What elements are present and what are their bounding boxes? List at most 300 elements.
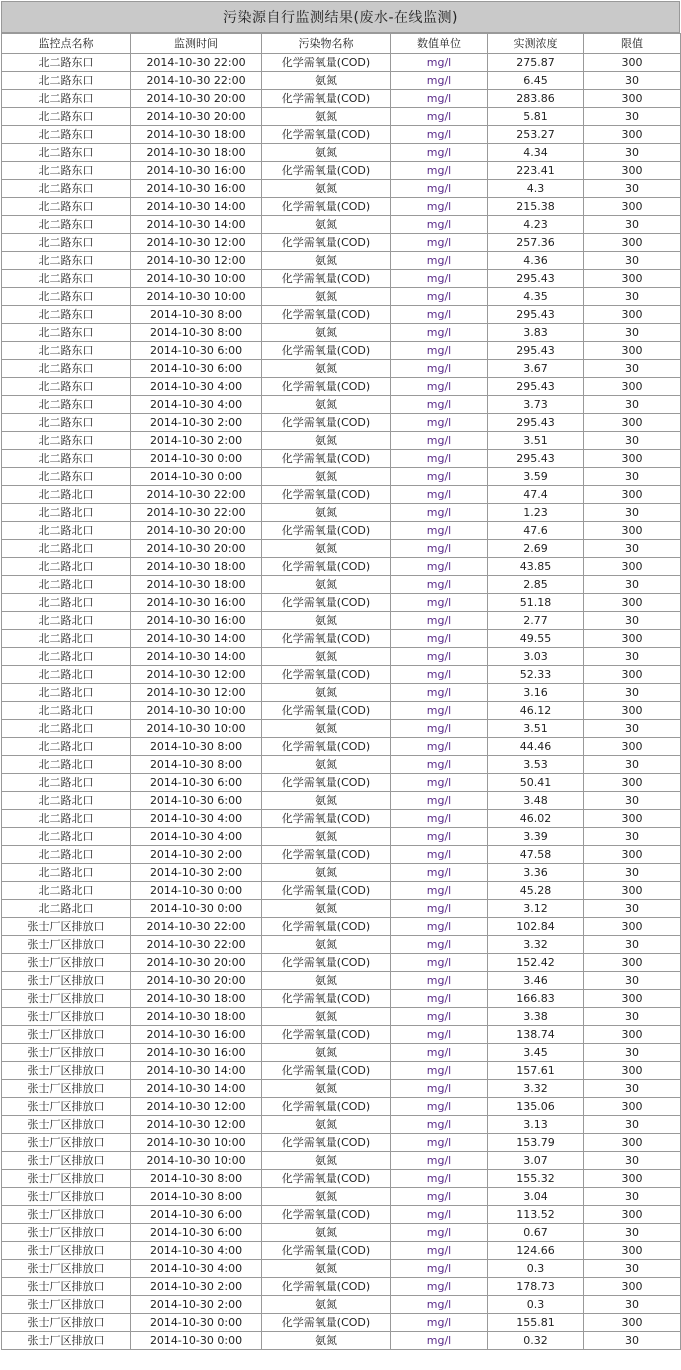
cell-concentration: 152.42: [488, 954, 584, 972]
cell-concentration: 295.43: [488, 270, 584, 288]
table-row: [2, 1170, 681, 1188]
cell-time: 2014-10-30 6:00: [131, 792, 262, 810]
cell-concentration: 283.86: [488, 90, 584, 108]
cell-time: 2014-10-30 12:00: [131, 234, 262, 252]
cell-site: 北二路东口: [2, 126, 131, 144]
cell-site: 北二路北口: [2, 900, 131, 918]
cell-site: 张士厂区排放口: [2, 1296, 131, 1314]
cell-unit: mg/l: [391, 360, 488, 378]
table-row: [2, 540, 681, 558]
cell-pollutant: 化学需氧量(COD): [262, 414, 391, 432]
cell-time: 2014-10-30 8:00: [131, 306, 262, 324]
cell-concentration: 295.43: [488, 414, 584, 432]
cell-pollutant: 氨氮: [262, 252, 391, 270]
cell-limit: 30: [584, 828, 681, 846]
cell-site: 北二路东口: [2, 108, 131, 126]
cell-concentration: 4.34: [488, 144, 584, 162]
cell-pollutant: 氨氮: [262, 432, 391, 450]
table-row: [2, 450, 681, 468]
cell-concentration: 3.16: [488, 684, 584, 702]
cell-pollutant: 化学需氧量(COD): [262, 846, 391, 864]
cell-unit: mg/l: [391, 72, 488, 90]
table-row: [2, 810, 681, 828]
cell-concentration: 51.18: [488, 594, 584, 612]
cell-limit: 30: [584, 1296, 681, 1314]
cell-site: 张士厂区排放口: [2, 1080, 131, 1098]
table-row: [2, 1242, 681, 1260]
cell-pollutant: 化学需氧量(COD): [262, 630, 391, 648]
cell-time: 2014-10-30 20:00: [131, 540, 262, 558]
cell-unit: mg/l: [391, 162, 488, 180]
table-row: [2, 1296, 681, 1314]
table-row: [2, 792, 681, 810]
table-row: [2, 720, 681, 738]
cell-limit: 30: [584, 504, 681, 522]
cell-site: 北二路北口: [2, 828, 131, 846]
table-row: [2, 378, 681, 396]
cell-pollutant: 氨氮: [262, 1152, 391, 1170]
cell-limit: 300: [584, 522, 681, 540]
cell-limit: 300: [584, 1206, 681, 1224]
cell-limit: 300: [584, 990, 681, 1008]
cell-time: 2014-10-30 0:00: [131, 1314, 262, 1332]
cell-site: 北二路东口: [2, 252, 131, 270]
cell-limit: 300: [584, 90, 681, 108]
cell-concentration: 166.83: [488, 990, 584, 1008]
cell-time: 2014-10-30 18:00: [131, 126, 262, 144]
cell-pollutant: 氨氮: [262, 360, 391, 378]
cell-pollutant: 化学需氧量(COD): [262, 162, 391, 180]
cell-unit: mg/l: [391, 468, 488, 486]
cell-concentration: 155.32: [488, 1170, 584, 1188]
cell-limit: 30: [584, 1116, 681, 1134]
cell-time: 2014-10-30 22:00: [131, 486, 262, 504]
cell-site: 北二路东口: [2, 396, 131, 414]
cell-concentration: 4.35: [488, 288, 584, 306]
cell-limit: 30: [584, 612, 681, 630]
cell-time: 2014-10-30 20:00: [131, 954, 262, 972]
cell-concentration: 3.32: [488, 936, 584, 954]
cell-pollutant: 氨氮: [262, 612, 391, 630]
cell-time: 2014-10-30 20:00: [131, 108, 262, 126]
cell-unit: mg/l: [391, 972, 488, 990]
table-row: [2, 1080, 681, 1098]
cell-pollutant: 化学需氧量(COD): [262, 918, 391, 936]
cell-site: 北二路东口: [2, 270, 131, 288]
cell-limit: 300: [584, 414, 681, 432]
cell-site: 北二路北口: [2, 792, 131, 810]
cell-limit: 300: [584, 738, 681, 756]
cell-limit: 30: [584, 72, 681, 90]
cell-concentration: 3.73: [488, 396, 584, 414]
cell-site: 张士厂区排放口: [2, 954, 131, 972]
table-row: [2, 846, 681, 864]
cell-limit: 30: [584, 396, 681, 414]
cell-pollutant: 氨氮: [262, 720, 391, 738]
cell-site: 北二路北口: [2, 522, 131, 540]
cell-site: 北二路东口: [2, 198, 131, 216]
cell-pollutant: 化学需氧量(COD): [262, 702, 391, 720]
cell-concentration: 257.36: [488, 234, 584, 252]
cell-time: 2014-10-30 14:00: [131, 630, 262, 648]
cell-pollutant: 化学需氧量(COD): [262, 1242, 391, 1260]
cell-unit: mg/l: [391, 1278, 488, 1296]
table-row: [2, 756, 681, 774]
table-row: [2, 1206, 681, 1224]
cell-limit: 300: [584, 234, 681, 252]
cell-concentration: 295.43: [488, 450, 584, 468]
cell-pollutant: 化学需氧量(COD): [262, 54, 391, 72]
cell-concentration: 253.27: [488, 126, 584, 144]
cell-time: 2014-10-30 12:00: [131, 684, 262, 702]
cell-limit: 300: [584, 54, 681, 72]
cell-limit: 30: [584, 972, 681, 990]
cell-site: 北二路北口: [2, 504, 131, 522]
table-row: [2, 1314, 681, 1332]
cell-time: 2014-10-30 10:00: [131, 702, 262, 720]
cell-concentration: 178.73: [488, 1278, 584, 1296]
cell-unit: mg/l: [391, 378, 488, 396]
cell-limit: 30: [584, 324, 681, 342]
table-row: [2, 108, 681, 126]
table-row: [2, 1116, 681, 1134]
cell-pollutant: 氨氮: [262, 540, 391, 558]
table-row: [2, 126, 681, 144]
cell-pollutant: 化学需氧量(COD): [262, 342, 391, 360]
cell-time: 2014-10-30 12:00: [131, 666, 262, 684]
cell-pollutant: 化学需氧量(COD): [262, 882, 391, 900]
cell-pollutant: 化学需氧量(COD): [262, 774, 391, 792]
cell-site: 北二路东口: [2, 72, 131, 90]
cell-limit: 300: [584, 450, 681, 468]
cell-time: 2014-10-30 14:00: [131, 198, 262, 216]
table-row: [2, 1134, 681, 1152]
cell-time: 2014-10-30 2:00: [131, 864, 262, 882]
cell-time: 2014-10-30 10:00: [131, 1152, 262, 1170]
cell-limit: 300: [584, 774, 681, 792]
cell-pollutant: 氨氮: [262, 1332, 391, 1350]
table-row: [2, 666, 681, 684]
cell-unit: mg/l: [391, 684, 488, 702]
cell-unit: mg/l: [391, 792, 488, 810]
cell-site: 北二路东口: [2, 216, 131, 234]
cell-time: 2014-10-30 4:00: [131, 810, 262, 828]
cell-limit: 300: [584, 1098, 681, 1116]
cell-concentration: 3.46: [488, 972, 584, 990]
cell-concentration: 3.51: [488, 720, 584, 738]
cell-concentration: 3.36: [488, 864, 584, 882]
cell-unit: mg/l: [391, 1170, 488, 1188]
cell-limit: 300: [584, 882, 681, 900]
cell-concentration: 46.12: [488, 702, 584, 720]
table-row: [2, 864, 681, 882]
table-row: [2, 180, 681, 198]
table-row: [2, 594, 681, 612]
cell-concentration: 3.39: [488, 828, 584, 846]
col-header-time: 监测时间: [131, 34, 262, 54]
cell-pollutant: 化学需氧量(COD): [262, 1206, 391, 1224]
cell-site: 北二路北口: [2, 630, 131, 648]
cell-pollutant: 化学需氧量(COD): [262, 1314, 391, 1332]
cell-concentration: 3.45: [488, 1044, 584, 1062]
cell-unit: mg/l: [391, 558, 488, 576]
table-row: [2, 54, 681, 72]
cell-unit: mg/l: [391, 126, 488, 144]
cell-unit: mg/l: [391, 1080, 488, 1098]
cell-pollutant: 氨氮: [262, 576, 391, 594]
cell-time: 2014-10-30 6:00: [131, 1206, 262, 1224]
cell-time: 2014-10-30 14:00: [131, 1080, 262, 1098]
cell-time: 2014-10-30 16:00: [131, 162, 262, 180]
table-row: [2, 774, 681, 792]
cell-site: 张士厂区排放口: [2, 972, 131, 990]
cell-site: 北二路北口: [2, 684, 131, 702]
cell-concentration: 157.61: [488, 1062, 584, 1080]
cell-unit: mg/l: [391, 990, 488, 1008]
cell-time: 2014-10-30 4:00: [131, 1242, 262, 1260]
cell-limit: 300: [584, 342, 681, 360]
cell-unit: mg/l: [391, 54, 488, 72]
cell-limit: 300: [584, 270, 681, 288]
cell-site: 北二路东口: [2, 360, 131, 378]
cell-limit: 300: [584, 486, 681, 504]
cell-time: 2014-10-30 22:00: [131, 936, 262, 954]
cell-site: 北二路北口: [2, 486, 131, 504]
cell-unit: mg/l: [391, 306, 488, 324]
cell-unit: mg/l: [391, 756, 488, 774]
cell-pollutant: 化学需氧量(COD): [262, 450, 391, 468]
cell-unit: mg/l: [391, 882, 488, 900]
cell-limit: 300: [584, 954, 681, 972]
cell-time: 2014-10-30 6:00: [131, 342, 262, 360]
cell-time: 2014-10-30 10:00: [131, 720, 262, 738]
cell-site: 北二路东口: [2, 144, 131, 162]
cell-pollutant: 化学需氧量(COD): [262, 954, 391, 972]
monitoring-table: [1, 33, 681, 1350]
cell-concentration: 3.32: [488, 1080, 584, 1098]
cell-limit: 30: [584, 252, 681, 270]
cell-pollutant: 化学需氧量(COD): [262, 810, 391, 828]
cell-limit: 300: [584, 1062, 681, 1080]
cell-limit: 30: [584, 144, 681, 162]
cell-concentration: 0.67: [488, 1224, 584, 1242]
cell-site: 北二路东口: [2, 90, 131, 108]
cell-pollutant: 氨氮: [262, 504, 391, 522]
cell-pollutant: 氨氮: [262, 144, 391, 162]
table-body: [2, 54, 681, 1350]
cell-concentration: 2.69: [488, 540, 584, 558]
cell-time: 2014-10-30 18:00: [131, 144, 262, 162]
table-row: [2, 468, 681, 486]
cell-limit: 30: [584, 792, 681, 810]
table-row: [2, 198, 681, 216]
table-row: [2, 234, 681, 252]
cell-pollutant: 化学需氧量(COD): [262, 1278, 391, 1296]
table-row: [2, 324, 681, 342]
cell-unit: mg/l: [391, 828, 488, 846]
cell-concentration: 44.46: [488, 738, 584, 756]
cell-unit: mg/l: [391, 1044, 488, 1062]
cell-limit: 300: [584, 1314, 681, 1332]
cell-pollutant: 氨氮: [262, 1080, 391, 1098]
table-row: [2, 432, 681, 450]
cell-unit: mg/l: [391, 180, 488, 198]
cell-site: 张士厂区排放口: [2, 1170, 131, 1188]
cell-limit: 300: [584, 1242, 681, 1260]
cell-time: 2014-10-30 10:00: [131, 270, 262, 288]
cell-site: 张士厂区排放口: [2, 1152, 131, 1170]
col-header-concentration: 实测浓度: [488, 34, 584, 54]
cell-site: 张士厂区排放口: [2, 1008, 131, 1026]
cell-time: 2014-10-30 18:00: [131, 576, 262, 594]
cell-unit: mg/l: [391, 702, 488, 720]
cell-site: 北二路东口: [2, 378, 131, 396]
cell-pollutant: 化学需氧量(COD): [262, 234, 391, 252]
cell-pollutant: 化学需氧量(COD): [262, 1062, 391, 1080]
cell-concentration: 3.67: [488, 360, 584, 378]
cell-limit: 300: [584, 1170, 681, 1188]
cell-time: 2014-10-30 0:00: [131, 1332, 262, 1350]
cell-unit: mg/l: [391, 540, 488, 558]
cell-pollutant: 氨氮: [262, 288, 391, 306]
table-row: [2, 738, 681, 756]
table-row: [2, 972, 681, 990]
cell-limit: 30: [584, 576, 681, 594]
cell-pollutant: 氨氮: [262, 324, 391, 342]
cell-concentration: 102.84: [488, 918, 584, 936]
cell-concentration: 3.03: [488, 648, 584, 666]
cell-concentration: 215.38: [488, 198, 584, 216]
cell-pollutant: 氨氮: [262, 468, 391, 486]
cell-pollutant: 氨氮: [262, 108, 391, 126]
cell-pollutant: 化学需氧量(COD): [262, 1026, 391, 1044]
cell-concentration: 295.43: [488, 342, 584, 360]
cell-unit: mg/l: [391, 288, 488, 306]
table-row: [2, 684, 681, 702]
col-header-limit: 限值: [584, 34, 681, 54]
cell-unit: mg/l: [391, 1188, 488, 1206]
cell-concentration: 223.41: [488, 162, 584, 180]
cell-site: 北二路东口: [2, 306, 131, 324]
cell-concentration: 135.06: [488, 1098, 584, 1116]
cell-site: 北二路北口: [2, 810, 131, 828]
table-row: [2, 1260, 681, 1278]
table-row: [2, 828, 681, 846]
cell-unit: mg/l: [391, 810, 488, 828]
cell-limit: 30: [584, 216, 681, 234]
cell-time: 2014-10-30 0:00: [131, 450, 262, 468]
cell-unit: mg/l: [391, 954, 488, 972]
cell-unit: mg/l: [391, 216, 488, 234]
cell-limit: 300: [584, 198, 681, 216]
cell-limit: 300: [584, 558, 681, 576]
cell-concentration: 3.48: [488, 792, 584, 810]
cell-concentration: 3.59: [488, 468, 584, 486]
cell-unit: mg/l: [391, 1008, 488, 1026]
cell-unit: mg/l: [391, 630, 488, 648]
cell-time: 2014-10-30 4:00: [131, 396, 262, 414]
cell-pollutant: 化学需氧量(COD): [262, 90, 391, 108]
table-row: [2, 918, 681, 936]
cell-site: 北二路北口: [2, 864, 131, 882]
cell-time: 2014-10-30 8:00: [131, 756, 262, 774]
table-row: [2, 1008, 681, 1026]
cell-unit: mg/l: [391, 342, 488, 360]
cell-time: 2014-10-30 8:00: [131, 1188, 262, 1206]
cell-concentration: 295.43: [488, 306, 584, 324]
table-row: [2, 162, 681, 180]
cell-pollutant: 氨氮: [262, 1008, 391, 1026]
cell-pollutant: 化学需氧量(COD): [262, 378, 391, 396]
cell-concentration: 3.51: [488, 432, 584, 450]
cell-concentration: 3.13: [488, 1116, 584, 1134]
col-header-unit: 数值单位: [391, 34, 488, 54]
cell-time: 2014-10-30 6:00: [131, 1224, 262, 1242]
cell-unit: mg/l: [391, 234, 488, 252]
cell-time: 2014-10-30 8:00: [131, 738, 262, 756]
cell-site: 北二路北口: [2, 540, 131, 558]
cell-concentration: 4.36: [488, 252, 584, 270]
cell-time: 2014-10-30 18:00: [131, 990, 262, 1008]
cell-site: 北二路北口: [2, 846, 131, 864]
cell-unit: mg/l: [391, 774, 488, 792]
cell-site: 北二路北口: [2, 558, 131, 576]
cell-limit: 30: [584, 108, 681, 126]
cell-limit: 30: [584, 684, 681, 702]
cell-site: 张士厂区排放口: [2, 1026, 131, 1044]
table-row: [2, 504, 681, 522]
table-header: [2, 34, 681, 54]
cell-concentration: 49.55: [488, 630, 584, 648]
cell-site: 北二路北口: [2, 648, 131, 666]
cell-limit: 30: [584, 756, 681, 774]
cell-pollutant: 氨氮: [262, 1224, 391, 1242]
cell-time: 2014-10-30 16:00: [131, 594, 262, 612]
cell-pollutant: 氨氮: [262, 1296, 391, 1314]
cell-site: 北二路北口: [2, 756, 131, 774]
table-row: [2, 414, 681, 432]
cell-time: 2014-10-30 20:00: [131, 90, 262, 108]
cell-time: 2014-10-30 22:00: [131, 72, 262, 90]
cell-site: 北二路东口: [2, 54, 131, 72]
table-row: [2, 270, 681, 288]
cell-unit: mg/l: [391, 1152, 488, 1170]
cell-site: 张士厂区排放口: [2, 1206, 131, 1224]
cell-unit: mg/l: [391, 1026, 488, 1044]
cell-limit: 300: [584, 810, 681, 828]
cell-pollutant: 化学需氧量(COD): [262, 198, 391, 216]
table-row: [2, 936, 681, 954]
cell-pollutant: 氨氮: [262, 396, 391, 414]
cell-time: 2014-10-30 4:00: [131, 1260, 262, 1278]
cell-pollutant: 化学需氧量(COD): [262, 594, 391, 612]
cell-concentration: 153.79: [488, 1134, 584, 1152]
table-row: [2, 900, 681, 918]
cell-site: 张士厂区排放口: [2, 1224, 131, 1242]
table-row: [2, 342, 681, 360]
cell-limit: 30: [584, 1044, 681, 1062]
table-row: [2, 1098, 681, 1116]
table-row: [2, 252, 681, 270]
cell-time: 2014-10-30 2:00: [131, 846, 262, 864]
cell-unit: mg/l: [391, 108, 488, 126]
table-row: [2, 72, 681, 90]
table-row: [2, 1188, 681, 1206]
cell-unit: mg/l: [391, 720, 488, 738]
cell-site: 北二路东口: [2, 414, 131, 432]
table-row: [2, 954, 681, 972]
cell-site: 张士厂区排放口: [2, 1314, 131, 1332]
